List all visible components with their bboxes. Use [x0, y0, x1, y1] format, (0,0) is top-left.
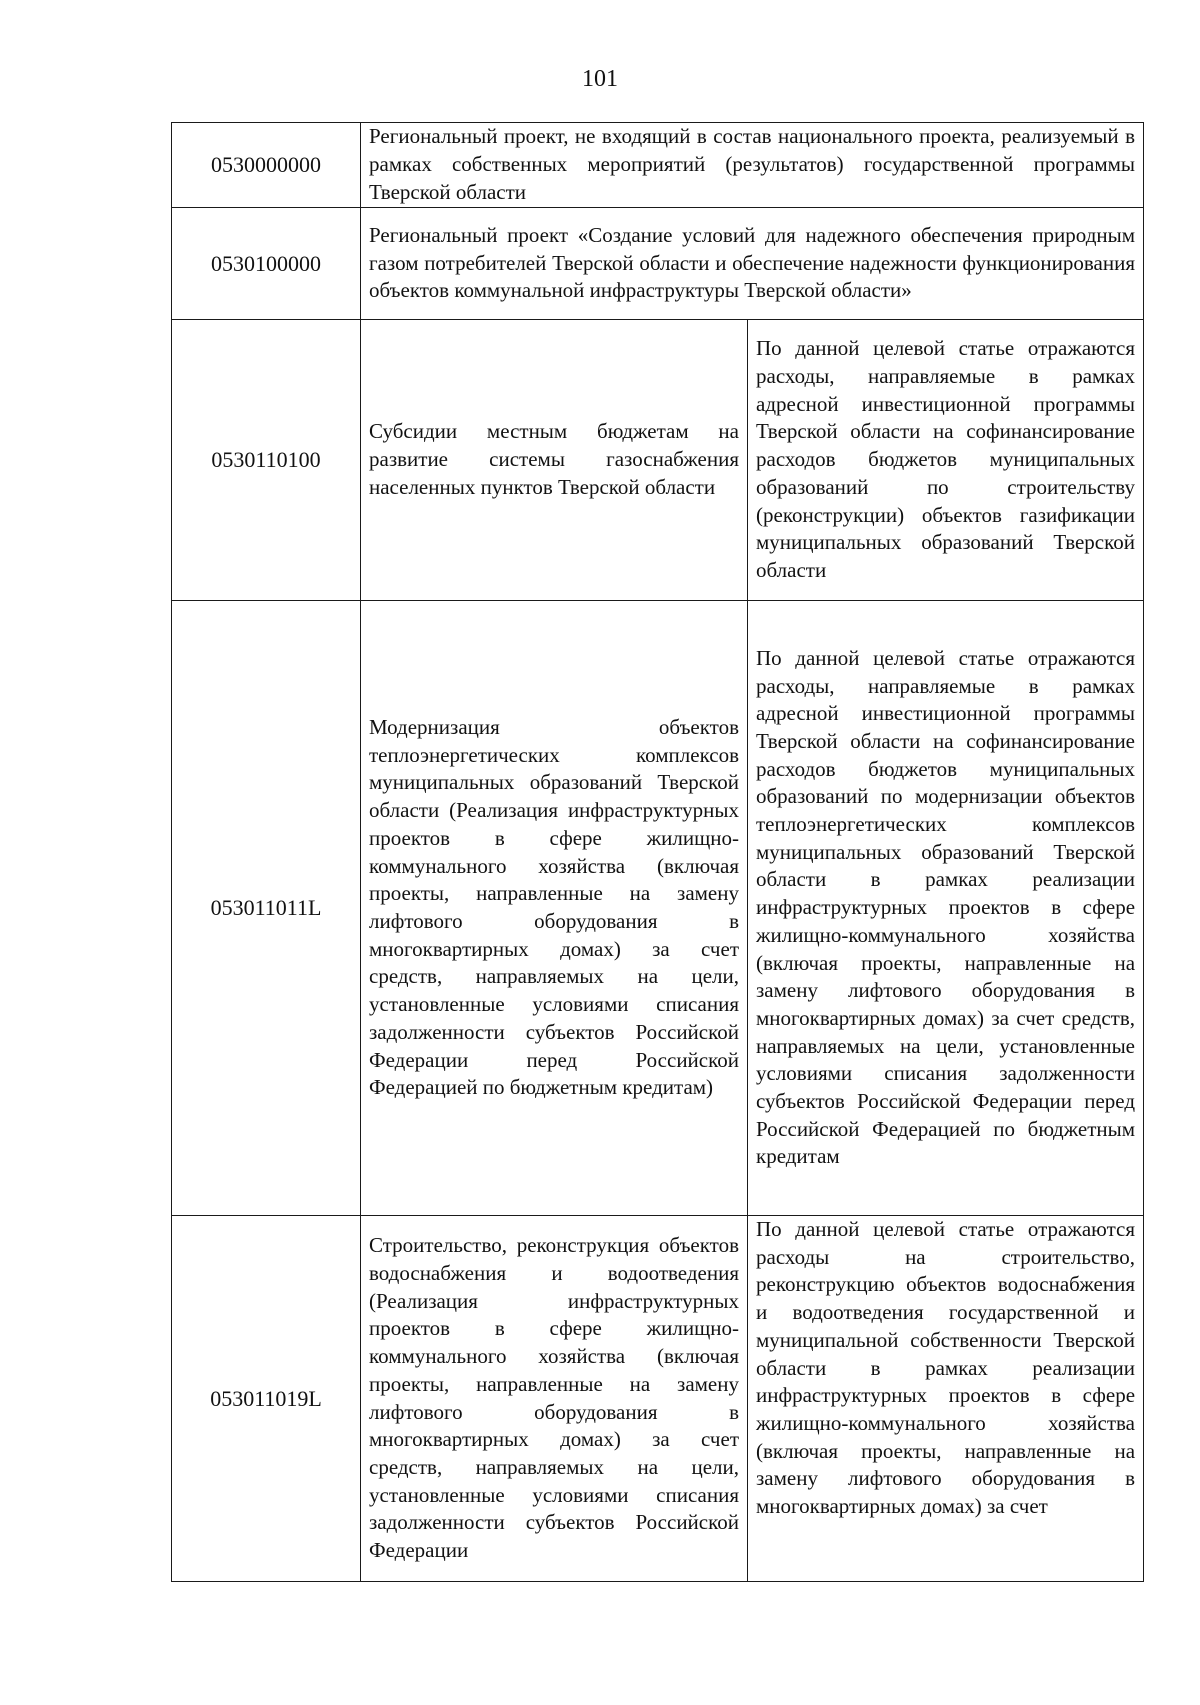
budget-classification-table: [171, 122, 1144, 1582]
row-code: 053011019L: [172, 1216, 361, 1582]
page-number: 101: [582, 66, 618, 92]
row-description: По данной целевой статье отражаются расходы на строительство, реконструкцию объектов водоснабжения и водоотведения государственной и муниципальной собственности Тверской области в рамках реализации инфраструктурных проектов в сфере жилищно-коммунального хозяйства (включая проекты, направленные на замену лифтового оборудования в многоквартирных домах) за счет: [748, 1216, 1144, 1582]
row-code: 0530000000: [172, 123, 361, 208]
row-code: 0530110100: [172, 320, 361, 601]
row-code: 0530100000: [172, 208, 361, 320]
table-row: [172, 601, 1144, 1216]
row-name: Субсидии местным бюджетам на развитие системы газоснабжения населенных пунктов Тверской области: [361, 320, 748, 601]
row-name: Строительство, реконструкция объектов водоснабжения и водоотведения (Реализация инфраструктурных проектов в сфере жилищно-коммунального хозяйства (включая проекты, направленные на замену лифтового оборудования в многоквартирных домах) за счет средств, направляемых на цели, установленные условиями списания задолженности субъектов Российской Федерации: [361, 1216, 748, 1582]
row-name: Региональный проект «Создание условий для надежного обеспечения природным газом потребителей Тверской области и обеспечение надежности функционирования объектов коммунальной инфраструктуры Тверской области»: [361, 208, 1144, 320]
table-row: [172, 208, 1144, 320]
table-row: [172, 123, 1144, 208]
table-row: [172, 1216, 1144, 1582]
row-name: Модернизация объектов теплоэнергетических комплексов муниципальных образований Тверской области (Реализация инфраструктурных проектов в сфере жилищно- коммунального хозяйства (включая проекты, направленные на замену лифтового оборудования в многоквартирных домах) за счет средств, направляемых на цели, установленные условиями списания задолженности субъектов Российской Федерации перед Российской Федерацией по бюджетным кредитам): [361, 601, 748, 1216]
row-description: По данной целевой статье отражаются расходы, направляемые в рамках адресной инвестиционной программы Тверской области на софинансирование расходов бюджетов муниципальных образований по модернизации объектов теплоэнергетических комплексов муниципальных образований Тверской области в рамках реализации инфраструктурных проектов в сфере жилищно-коммунального хозяйства (включая проекты, направленные на замену лифтового оборудования в многоквартирных домах) за счет средств, направляемых на цели, установленные условиями списания задолженности субъектов Российской Федерации перед Российской Федерацией по бюджетным кредитам: [748, 601, 1144, 1216]
row-code: 053011011L: [172, 601, 361, 1216]
row-description: По данной целевой статье отражаются расходы, направляемые в рамках адресной инвестиционной программы Тверской области на софинансирование расходов бюджетов муниципальных образований по строительству (реконструкции) объектов газификации муниципальных образований Тверской области: [748, 320, 1144, 601]
table-row: [172, 320, 1144, 601]
row-name: Региональный проект, не входящий в состав национального проекта, реализуемый в рамках собственных мероприятий (результатов) государственной программы Тверской области: [361, 123, 1144, 208]
